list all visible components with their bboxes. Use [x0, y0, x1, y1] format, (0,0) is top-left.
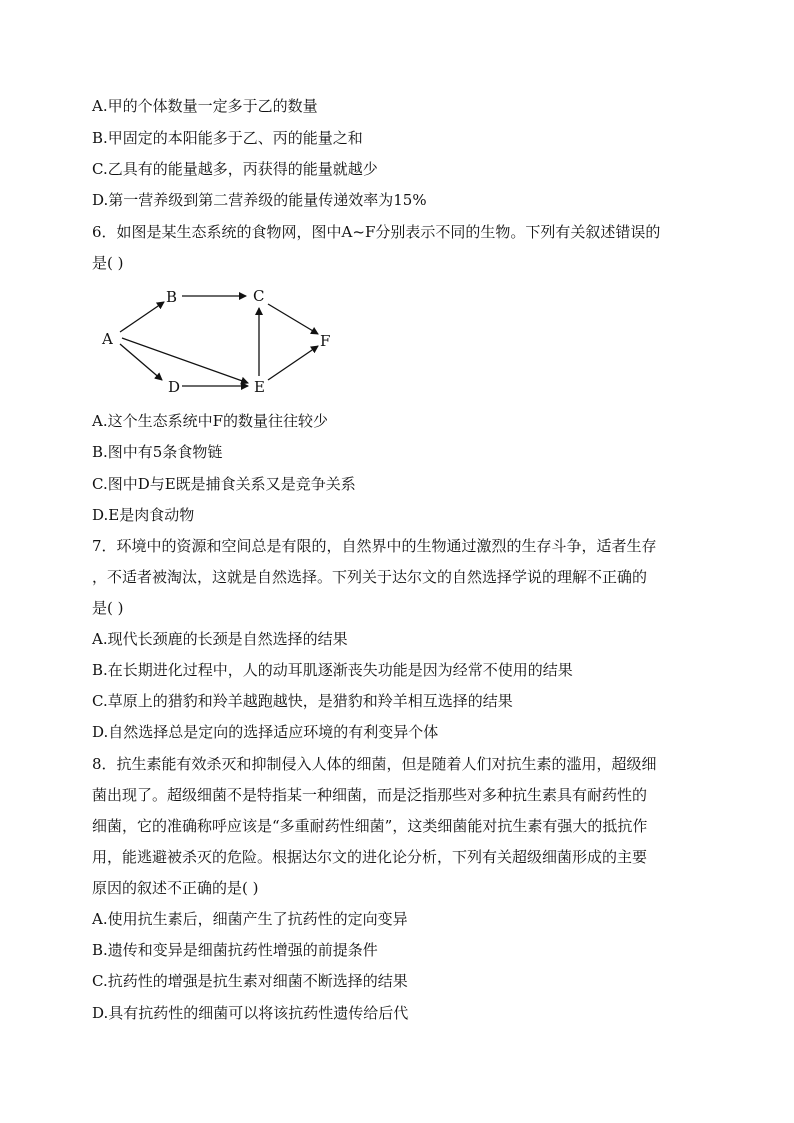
q8-stem-line2: 菌出现了。超级细菌不是特指某一种细菌，而是泛指那些对多种抗生素具有耐药性的	[92, 786, 648, 804]
q6-stem-line1: 6．如图是某生态系统的食物网，图中A~F分别表示不同的生物。下列有关叙述错误的	[92, 223, 661, 241]
q8-option-a: A.使用抗生素后，细菌产生了抗药性的定向变异	[92, 910, 408, 928]
q5-option-d: D.第一营养级到第二营养级的能量传递效率为15%	[92, 191, 427, 209]
q6-option-b: B.图中有5条食物链	[92, 443, 223, 461]
q8-stem-line4: 用，能逃避被杀灭的危险。根据达尔文的进化论分析，下列有关超级细菌形成的主要	[92, 848, 648, 866]
q5-option-b: B.甲固定的本阳能多于乙、丙的能量之和	[92, 129, 363, 147]
edge-a-e	[122, 338, 248, 383]
edge-c-f	[268, 304, 318, 334]
q7-option-a: A.现代长颈鹿的长颈是自然选择的结果	[92, 630, 348, 648]
node-f: F	[320, 332, 331, 350]
q7-stem-line2: ，不适者被淘汰，这就是自然选择。下列关于达尔文的自然选择学说的理解不正确的	[92, 568, 648, 586]
node-b: B	[166, 288, 178, 306]
q8-option-c: C.抗药性的增强是抗生素对细菌不断选择的结果	[92, 972, 408, 990]
q6-stem-line2: 是( )	[92, 254, 124, 272]
q5-option-a: A.甲的个体数量一定多于乙的数量	[92, 97, 318, 115]
q7-option-b: B.在长期进化过程中，人的动耳肌逐渐丧失功能是因为经常不使用的结果	[92, 661, 573, 679]
q8-stem-line1: 8．抗生素能有效杀灭和抑制侵入人体的细菌，但是随着人们对抗生素的滥用，超级细	[92, 755, 657, 773]
q7-option-c: C.草原上的猎豹和羚羊越跑越快，是猎豹和羚羊相互选择的结果	[92, 692, 513, 710]
food-web-diagram	[96, 282, 348, 398]
node-a: A	[102, 330, 113, 348]
q8-stem-line3: 细菌，它的准确称呼应该是“多重耐药性细菌”，这类细菌能对抗生素有强大的抵抗作	[92, 817, 648, 835]
node-d: D	[168, 378, 181, 396]
q7-stem-line1: 7．环境中的资源和空间总是有限的，自然界中的生物通过激烈的生存斗争，适者生存	[92, 537, 657, 555]
node-c: C	[253, 287, 265, 305]
q6-option-d: D.E是肉食动物	[92, 506, 195, 524]
edge-e-f	[268, 346, 318, 380]
node-e: E	[254, 378, 265, 396]
q7-stem-line3: 是( )	[92, 599, 124, 617]
q6-option-c: C.图中D与E既是捕食关系又是竞争关系	[92, 475, 356, 493]
q6-option-a: A.这个生态系统中F的数量往往较少	[92, 412, 329, 430]
q7-option-d: D.自然选择总是定向的选择适应环境的有利变异个体	[92, 723, 439, 741]
q5-option-c: C.乙具有的能量越多，丙获得的能量就越少	[92, 160, 378, 178]
q8-stem-line5: 原因的叙述不正确的是( )	[92, 879, 259, 897]
edge-a-b	[120, 302, 164, 332]
q8-option-b: B.遗传和变异是细菌抗药性增强的前提条件	[92, 941, 378, 959]
q8-option-d: D.具有抗药性的细菌可以将该抗药性遗传给后代	[92, 1004, 409, 1022]
